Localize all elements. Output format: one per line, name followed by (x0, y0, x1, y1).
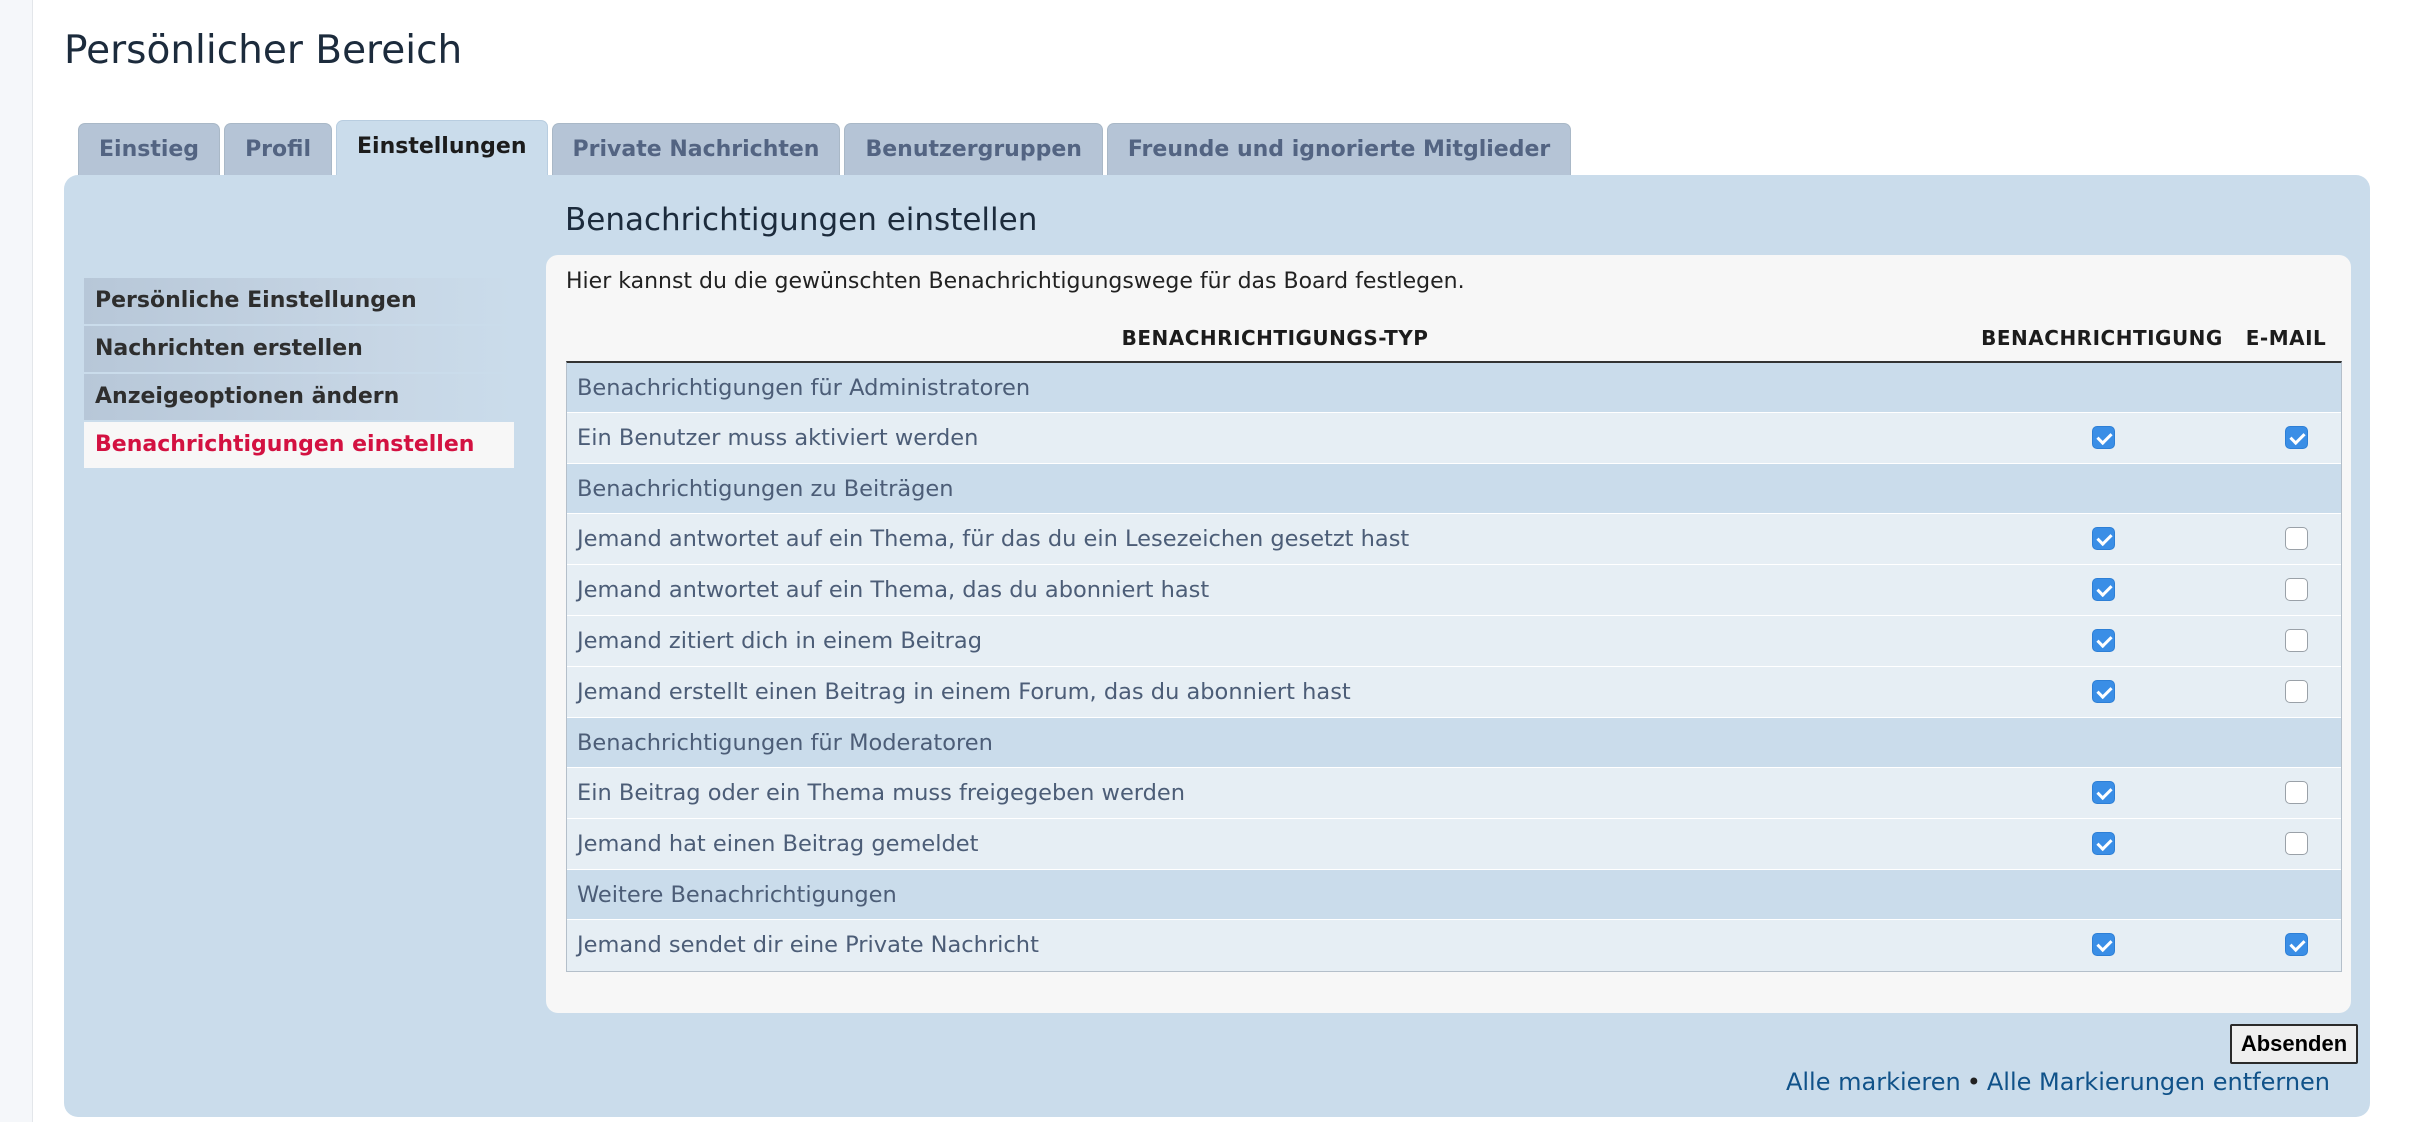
sidebar-item-personal-settings[interactable]: Persönliche Einstellungen (84, 278, 514, 324)
notification-checkbox[interactable] (2092, 426, 2115, 449)
notification-checkbox[interactable] (2092, 781, 2115, 804)
table-row (567, 819, 2341, 870)
row-label: Jemand antwortet auf ein Thema, das du abonniert hast (577, 577, 1210, 603)
row-label: Jemand sendet dir eine Private Nachricht (577, 932, 1039, 958)
tab-private-nachrichten[interactable]: Private Nachrichten (552, 123, 841, 176)
email-checkbox[interactable] (2285, 629, 2308, 652)
email-checkbox[interactable] (2285, 680, 2308, 703)
section-title: Benachrichtigungen einstellen (565, 202, 1038, 238)
settings-panel (64, 175, 2370, 1117)
row-label: Ein Beitrag oder ein Thema muss freigegeben werden (577, 780, 1186, 806)
email-checkbox[interactable] (2285, 933, 2308, 956)
row-label: Jemand zitiert dich in einem Beitrag (577, 628, 982, 654)
tab-einstellungen[interactable]: Einstellungen (336, 120, 548, 176)
group-row (567, 363, 2341, 413)
email-checkbox[interactable] (2285, 832, 2308, 855)
row-label: Ein Benutzer muss aktiviert werden (577, 425, 979, 451)
email-checkbox[interactable] (2285, 426, 2308, 449)
notification-checkbox[interactable] (2092, 629, 2115, 652)
mark-all-link[interactable]: Alle markieren (1785, 1068, 1961, 1096)
group-label: Weitere Benachrichtigungen (577, 882, 897, 908)
email-checkbox[interactable] (2285, 781, 2308, 804)
group-label: Benachrichtigungen für Moderatoren (577, 730, 993, 756)
submit-button[interactable]: Absenden (2230, 1024, 2358, 1064)
notification-checkbox[interactable] (2092, 578, 2115, 601)
table-row (567, 413, 2341, 464)
page-title: Persönlicher Bereich (64, 28, 463, 73)
intro-text: Hier kannst du die gewünschten Benachrichtigungswege für das Board festlegen. (566, 269, 1465, 294)
link-separator: • (1966, 1068, 1981, 1096)
column-header-notification: BENACHRICHTIGUNG (1981, 326, 2223, 350)
mark-links (1786, 1068, 2330, 1096)
table-row (567, 514, 2341, 565)
email-checkbox[interactable] (2285, 527, 2308, 550)
group-label: Benachrichtigungen zu Beiträgen (577, 476, 954, 502)
tab-profil[interactable]: Profil (224, 123, 332, 176)
notification-checkbox[interactable] (2092, 832, 2115, 855)
group-row (567, 870, 2341, 920)
column-header-type: BENACHRICHTIGUNGS-TYP (1121, 326, 1429, 350)
unmark-all-link[interactable]: Alle Markierungen entfernen (1986, 1068, 2330, 1096)
notification-checkbox[interactable] (2092, 680, 2115, 703)
table-row (567, 616, 2341, 667)
notification-checkbox[interactable] (2092, 527, 2115, 550)
table-row (567, 768, 2341, 819)
column-header-email: E-MAIL (2245, 326, 2327, 350)
email-checkbox[interactable] (2285, 578, 2308, 601)
sidebar-nav (84, 278, 514, 470)
sidebar-item-notification-settings[interactable]: Benachrichtigungen einstellen (84, 422, 514, 468)
group-label: Benachrichtigungen für Administratoren (577, 375, 1031, 401)
tab-benutzergruppen[interactable]: Benutzergruppen (844, 123, 1102, 176)
table-row (567, 667, 2341, 718)
row-label: Jemand erstellt einen Beitrag in einem Forum, das du abonniert hast (577, 679, 1351, 705)
notification-checkbox[interactable] (2092, 933, 2115, 956)
row-label: Jemand hat einen Beitrag gemeldet (577, 831, 979, 857)
tab-einstieg[interactable]: Einstieg (78, 123, 220, 176)
row-label: Jemand antwortet auf ein Thema, für das du ein Lesezeichen gesetzt hast (577, 526, 1410, 552)
notification-table (566, 361, 2342, 972)
sidebar-item-compose-messages[interactable]: Nachrichten erstellen (84, 326, 514, 372)
group-row (567, 718, 2341, 768)
table-row (567, 920, 2341, 971)
notification-form (546, 255, 2351, 1013)
group-row (567, 464, 2341, 514)
table-row (567, 565, 2341, 616)
tab-bar (78, 120, 1571, 176)
sidebar-item-display-options[interactable]: Anzeigeoptionen ändern (84, 374, 514, 420)
tab-freunde[interactable]: Freunde und ignorierte Mitglieder (1107, 123, 1571, 176)
page-container (32, 0, 2412, 1122)
